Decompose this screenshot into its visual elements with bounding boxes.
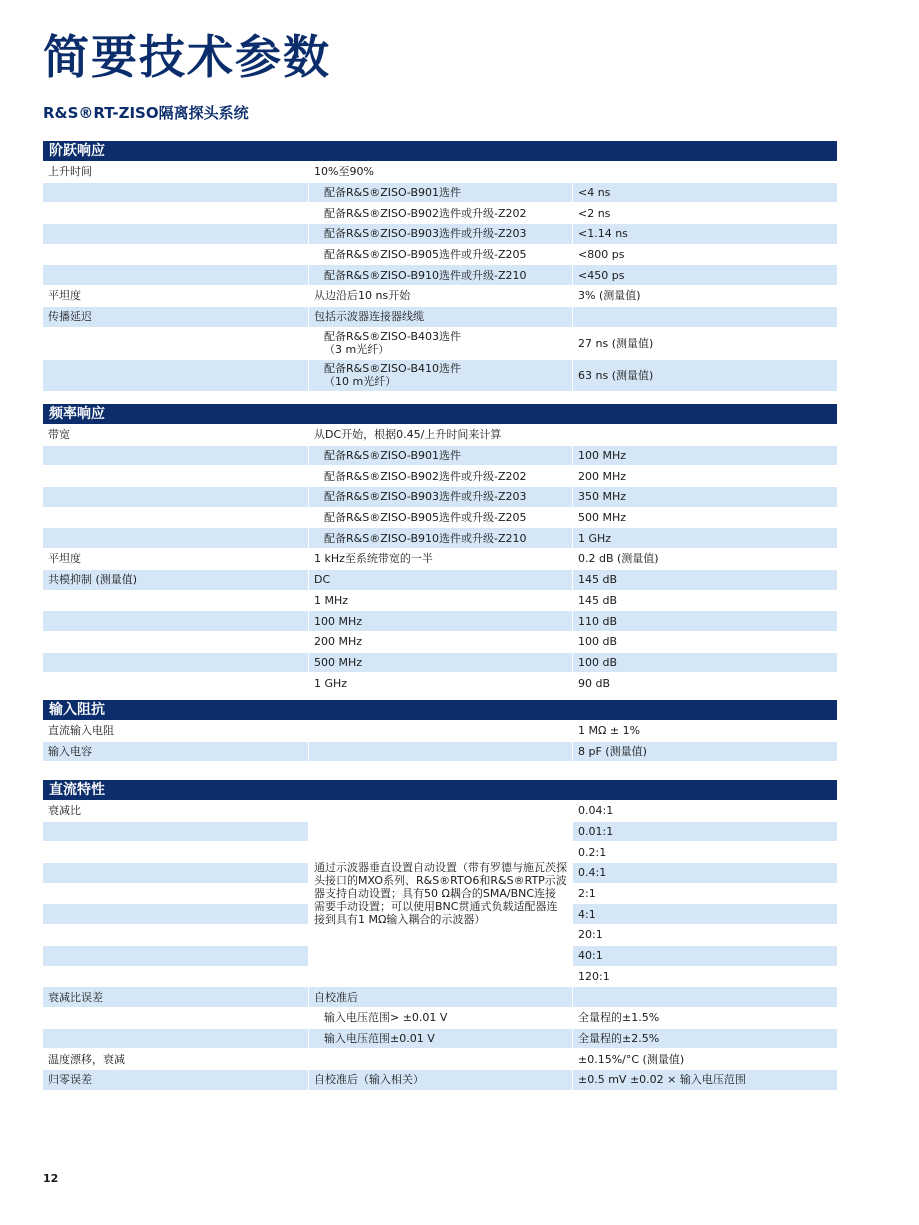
row-value: 110 dB <box>573 611 837 632</box>
row-condition: 200 MHz <box>309 632 573 653</box>
row-value: ±0.5 mV ±0.02 × 输入电压范围 <box>573 1070 837 1091</box>
row-label <box>43 360 309 392</box>
frequency-response-table <box>43 404 837 694</box>
table-row <box>43 328 837 360</box>
row-label: 共模抑制 (测量值) <box>43 570 309 591</box>
row-label: 衰减比误差 <box>43 987 309 1008</box>
row-label: 归零误差 <box>43 1070 309 1091</box>
row-value: 90 dB <box>573 673 837 694</box>
row-label <box>43 946 309 967</box>
row-value: 100 dB <box>573 632 837 653</box>
table-row <box>43 987 837 1008</box>
row-value <box>573 425 837 446</box>
table-row <box>43 632 837 653</box>
table-row <box>43 1049 837 1070</box>
section-rows <box>43 162 837 392</box>
condition-line: （3 m光纤） <box>324 343 390 356</box>
row-label <box>43 967 309 988</box>
attenuation-note: 通过示波器垂直设置自动设置（带有罗德与施瓦茨探头接口的MXO系列、R&S®RTO6和R&S®RTP示波器支持自动设置；具有50 Ω耦合的SMA/BNC连接需要手动设置；可以使用BNC贯通式负载适配器连接到具有1 MΩ输入耦合的示波器） <box>309 801 573 987</box>
row-label <box>43 1008 309 1029</box>
row-label <box>43 842 309 863</box>
row-value: 40:1 <box>573 946 837 967</box>
row-value: 145 dB <box>573 591 837 612</box>
input-impedance-table <box>43 700 837 762</box>
row-value: ±0.15%/°C (测量值) <box>573 1049 837 1070</box>
row-condition <box>309 742 573 763</box>
table-row <box>43 570 837 591</box>
row-value <box>573 987 837 1008</box>
row-label <box>43 611 309 632</box>
row-value: 27 ns (测量值) <box>573 328 837 360</box>
row-label <box>43 863 309 884</box>
row-value: <1.14 ns <box>573 224 837 245</box>
row-label <box>43 328 309 360</box>
table-row <box>43 360 837 392</box>
row-label <box>43 904 309 925</box>
condition-line: 配备R&S®ZISO-B403选件 <box>324 330 462 343</box>
row-condition: 包括示波器连接器线缆 <box>309 307 573 328</box>
row-value: 3% (测量值) <box>573 286 837 307</box>
row-condition: 配备R&S®ZISO-B905选件或升级-Z205 <box>309 508 573 529</box>
row-value: 0.4:1 <box>573 863 837 884</box>
row-value <box>573 162 837 183</box>
row-condition: 配备R&S®ZISO-B905选件或升级-Z205 <box>309 245 573 266</box>
row-value <box>573 307 837 328</box>
row-condition: 1 kHz至系统带宽的一半 <box>309 549 573 570</box>
row-value: 63 ns (测量值) <box>573 360 837 392</box>
row-value: 200 MHz <box>573 466 837 487</box>
row-label: 直流输入电阻 <box>43 721 309 742</box>
row-condition: 100 MHz <box>309 611 573 632</box>
table-row <box>43 591 837 612</box>
row-label: 输入电容 <box>43 742 309 763</box>
table-row <box>43 425 837 446</box>
table-row <box>43 1029 837 1050</box>
section-rows <box>43 721 837 762</box>
row-label <box>43 508 309 529</box>
table-row <box>43 801 837 822</box>
row-value: 0.01:1 <box>573 822 837 843</box>
row-label <box>43 673 309 694</box>
row-condition: 1 MHz <box>309 591 573 612</box>
row-condition: 自校准后 <box>309 987 573 1008</box>
table-row <box>43 487 837 508</box>
page-number: 12 <box>43 1172 59 1185</box>
row-value: 500 MHz <box>573 508 837 529</box>
row-condition: 配备R&S®ZISO-B901选件 <box>309 446 573 467</box>
row-label <box>43 528 309 549</box>
row-value: 1 MΩ ± 1% <box>573 721 837 742</box>
row-value: <800 ps <box>573 245 837 266</box>
section-header: 频率响应 <box>43 404 837 425</box>
row-label: 衰减比 <box>43 801 309 822</box>
dc-characteristics-table <box>43 780 837 1091</box>
condition-line: 配备R&S®ZISO-B410选件 <box>324 362 462 375</box>
row-label <box>43 632 309 653</box>
row-value: 20:1 <box>573 925 837 946</box>
row-condition: 配备R&S®ZISO-B901选件 <box>309 183 573 204</box>
row-condition <box>309 721 573 742</box>
row-label <box>43 884 309 905</box>
row-label <box>43 487 309 508</box>
row-condition: 1 GHz <box>309 673 573 694</box>
table-row <box>43 528 837 549</box>
table-row <box>43 653 837 674</box>
row-label <box>43 653 309 674</box>
row-label <box>43 446 309 467</box>
page-title: 简要技术参数 <box>43 30 331 84</box>
row-condition: DC <box>309 570 573 591</box>
row-label: 上升时间 <box>43 162 309 183</box>
row-condition: 从DC开始，根据0.45/上升时间来计算 <box>309 425 573 446</box>
row-label: 温度漂移，衰减 <box>43 1049 309 1070</box>
row-label: 平坦度 <box>43 549 309 570</box>
row-value: 100 MHz <box>573 446 837 467</box>
row-condition <box>309 328 573 360</box>
condition-line: （10 m光纤） <box>324 375 397 388</box>
row-condition: 输入电压范围> ±0.01 V <box>309 1008 573 1029</box>
table-row <box>43 224 837 245</box>
row-value: <450 ps <box>573 265 837 286</box>
row-condition: 配备R&S®ZISO-B910选件或升级-Z210 <box>309 528 573 549</box>
table-row <box>43 611 837 632</box>
row-value: <4 ns <box>573 183 837 204</box>
table-row <box>43 549 837 570</box>
section-header: 阶跃响应 <box>43 141 837 162</box>
row-value: 4:1 <box>573 904 837 925</box>
row-label <box>43 183 309 204</box>
row-label <box>43 265 309 286</box>
section-header: 直流特性 <box>43 780 837 801</box>
table-row <box>43 1008 837 1029</box>
table-row <box>43 183 837 204</box>
table-row <box>43 721 837 742</box>
row-label <box>43 1029 309 1050</box>
page-subtitle: R&S®RT-ZISO隔离探头系统 <box>43 104 249 122</box>
row-condition: 配备R&S®ZISO-B903选件或升级-Z203 <box>309 224 573 245</box>
table-row <box>43 245 837 266</box>
row-label <box>43 466 309 487</box>
table-row <box>43 286 837 307</box>
table-row <box>43 673 837 694</box>
row-label <box>43 925 309 946</box>
table-row <box>43 307 837 328</box>
step-response-table <box>43 141 837 392</box>
row-condition <box>309 360 573 392</box>
row-condition <box>309 1049 573 1070</box>
table-row <box>43 162 837 183</box>
row-label: 平坦度 <box>43 286 309 307</box>
section-rows <box>43 801 837 1091</box>
row-condition: 配备R&S®ZISO-B902选件或升级-Z202 <box>309 203 573 224</box>
row-label: 传播延迟 <box>43 307 309 328</box>
table-row <box>43 742 837 763</box>
row-value: 350 MHz <box>573 487 837 508</box>
row-condition: 从边沿后10 ns开始 <box>309 286 573 307</box>
row-condition: 输入电压范围±0.01 V <box>309 1029 573 1050</box>
row-value: 全量程的±2.5% <box>573 1029 837 1050</box>
row-condition: 10%至90% <box>309 162 573 183</box>
row-value: 1 GHz <box>573 528 837 549</box>
section-header: 输入阻抗 <box>43 700 837 721</box>
row-condition: 配备R&S®ZISO-B902选件或升级-Z202 <box>309 466 573 487</box>
section-rows <box>43 425 837 694</box>
row-value: 0.2 dB (测量值) <box>573 549 837 570</box>
row-condition: 配备R&S®ZISO-B903选件或升级-Z203 <box>309 487 573 508</box>
table-row <box>43 508 837 529</box>
row-label <box>43 591 309 612</box>
row-value: 0.04:1 <box>573 801 837 822</box>
row-value: 145 dB <box>573 570 837 591</box>
table-row <box>43 265 837 286</box>
row-label: 带宽 <box>43 425 309 446</box>
table-row <box>43 446 837 467</box>
row-condition: 配备R&S®ZISO-B910选件或升级-Z210 <box>309 265 573 286</box>
row-label <box>43 245 309 266</box>
row-value: 2:1 <box>573 884 837 905</box>
row-condition: 500 MHz <box>309 653 573 674</box>
row-label <box>43 822 309 843</box>
table-row <box>43 203 837 224</box>
row-condition: 自校准后（输入相关） <box>309 1070 573 1091</box>
row-label <box>43 224 309 245</box>
row-label <box>43 203 309 224</box>
table-row <box>43 1070 837 1091</box>
row-value: 100 dB <box>573 653 837 674</box>
table-row <box>43 466 837 487</box>
row-value: <2 ns <box>573 203 837 224</box>
row-value: 120:1 <box>573 967 837 988</box>
row-value: 全量程的±1.5% <box>573 1008 837 1029</box>
row-value: 8 pF (测量值) <box>573 742 837 763</box>
row-value: 0.2:1 <box>573 842 837 863</box>
